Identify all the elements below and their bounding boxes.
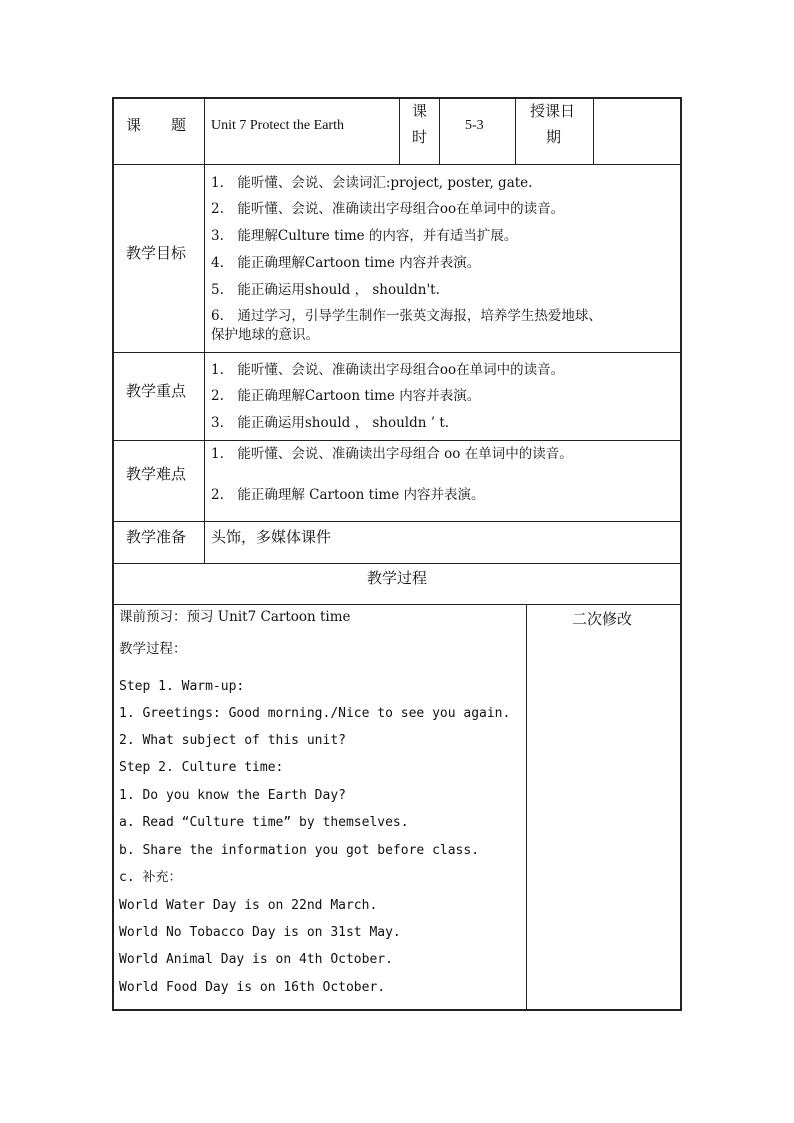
table-border-left [112, 97, 114, 1011]
key-point-item: 2. 能正确理解Cartoon time 内容并表演。 [211, 388, 481, 404]
process-line: World Water Day is on 22nd March. [119, 898, 378, 913]
table-border-right [680, 97, 682, 1011]
table-border-bottom [112, 1009, 682, 1011]
col-divider-header [399, 97, 400, 165]
hours-value: 5-3 [465, 118, 484, 133]
topic-label: 课 题 [126, 116, 187, 134]
process-line: a. Read “Culture time” by themselves. [119, 815, 409, 830]
revision-label: 二次修改 [572, 610, 633, 628]
process-line: World Animal Day is on 4th October. [119, 952, 393, 967]
difficulty-item: 1. 能听懂、会说、准确读出字母组合 oo 在单词中的读音。 [211, 446, 573, 462]
preparation-value: 头饰，多媒体课件 [211, 528, 332, 546]
col-divider-header [593, 97, 594, 165]
preparation-label: 教学准备 [126, 528, 187, 546]
process-title: 教学过程 [366, 569, 427, 587]
objective-item: 5. 能正确运用should ， shouldn't. [211, 282, 440, 298]
objective-item: 4. 能正确理解Cartoon time 内容并表演。 [211, 255, 481, 271]
row-divider [112, 563, 682, 564]
objective-item: 保护地球的意识。 [211, 327, 319, 343]
process-line-heading: 教学过程： [119, 641, 187, 657]
process-line: c. 补充： [119, 870, 182, 885]
key-point-item: 1. 能听懂、会说、准确读出字母组合oo在单词中的读音。 [211, 362, 565, 378]
col-divider-process [526, 604, 527, 1010]
date-label-line2: 期 [546, 128, 562, 146]
process-line: 1. Do you know the Earth Day? [119, 788, 346, 803]
objective-item: 3. 能理解Culture time 的内容，并有适当扩展。 [211, 228, 518, 244]
topic-value: Unit 7 Protect the Earth [211, 118, 344, 133]
row-divider [112, 604, 682, 605]
process-line: Step 1. Warm-up: [119, 679, 245, 694]
objectives-label: 教学目标 [126, 244, 187, 262]
col-divider-header [515, 97, 516, 165]
table-border-top [112, 97, 682, 99]
row-divider [112, 521, 682, 522]
row-divider [112, 440, 682, 441]
process-line: 1. Greetings: Good morning./Nice to see you again. [119, 706, 511, 721]
process-line: World Food Day is on 16th October. [119, 980, 386, 995]
row-divider [112, 352, 682, 353]
process-line: Step 2. Culture time: [119, 760, 284, 775]
row-divider [112, 164, 682, 165]
objective-item: 1. 能听懂、会说、会读词汇:project, poster, gate. [211, 175, 533, 191]
process-line: World No Tobacco Day is on 31st May. [119, 925, 401, 940]
hours-label-line2: 时 [412, 128, 428, 146]
hours-label-line1: 课 [412, 102, 428, 120]
process-line-preview: 课前预习：预习 Unit7 Cartoon time [119, 609, 351, 625]
key-points-label: 教学重点 [126, 382, 187, 400]
process-line: b. Share the information you got before class. [119, 843, 480, 858]
objective-item: 2. 能听懂、会说、准确读出字母组合oo在单词中的读音。 [211, 201, 565, 217]
col-divider-header [439, 97, 440, 165]
date-label-line1: 授课日 [530, 102, 576, 120]
difficulties-label: 教学难点 [126, 465, 187, 483]
process-line: 2. What subject of this unit? [119, 733, 346, 748]
key-point-item: 3. 能正确运用should ， shouldn ’ t. [211, 415, 450, 431]
col-divider-label [204, 97, 205, 564]
difficulty-item: 2. 能正确理解 Cartoon time 内容并表演。 [211, 487, 485, 503]
objective-item: 6. 通过学习，引导学生制作一张英文海报，培养学生热爱地球、 [211, 308, 602, 324]
